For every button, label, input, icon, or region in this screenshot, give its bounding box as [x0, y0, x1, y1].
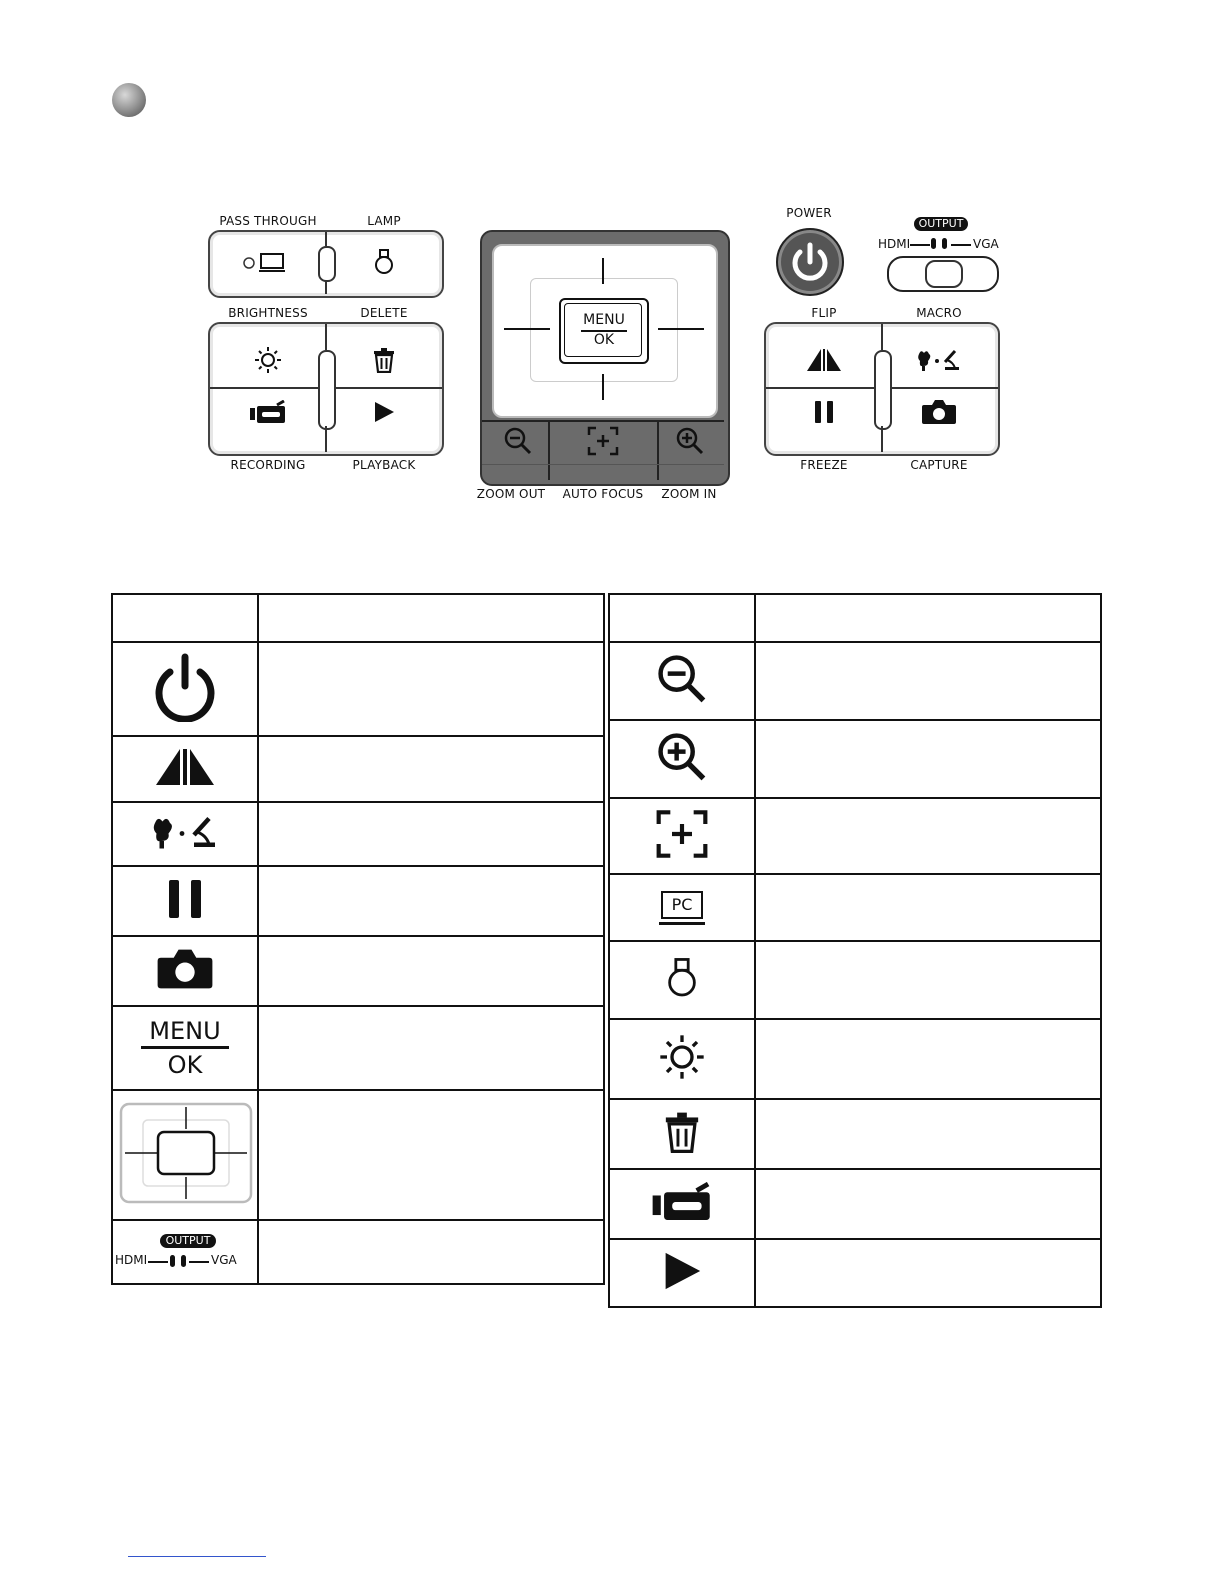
flip-button[interactable]: [806, 348, 842, 376]
playback-label: PLAYBACK: [352, 458, 416, 472]
power-button[interactable]: [776, 228, 844, 296]
table-row: [609, 941, 1101, 1019]
lamp-icon: [373, 248, 395, 276]
freeze-icon: [168, 879, 202, 919]
table-row: [112, 642, 604, 736]
panel-divider-slot: [318, 246, 336, 282]
capture-label: CAPTURE: [910, 458, 968, 472]
power-icon: [778, 230, 842, 294]
output-switch-icon: [115, 1230, 255, 1274]
macro-label: MACRO: [916, 306, 962, 320]
delete-icon: [373, 347, 395, 373]
lamp-label: LAMP: [367, 214, 401, 228]
brightness-button[interactable]: [253, 345, 283, 379]
zoom-out-button[interactable]: [504, 427, 532, 459]
recording-button[interactable]: [249, 400, 287, 428]
table-row: [112, 1220, 604, 1284]
pass-through-button[interactable]: [243, 250, 293, 280]
playback-icon: [662, 1251, 702, 1291]
auto-focus-icon: [654, 809, 710, 859]
capture-icon: [156, 948, 214, 990]
zoom-out-icon: [657, 654, 707, 704]
flip-icon: [155, 748, 215, 786]
table-row: [112, 736, 604, 802]
recording-label: RECORDING: [230, 458, 306, 472]
auto-focus-button[interactable]: [587, 426, 619, 460]
table-row: [112, 936, 604, 1006]
section-bullet: [112, 83, 146, 117]
freeze-button[interactable]: [814, 400, 834, 428]
table-header-row: [609, 594, 1101, 642]
zoom-in-icon: [676, 427, 704, 455]
lamp-icon: [665, 955, 699, 1001]
table-header-row: [112, 594, 604, 642]
power-icon: [152, 652, 218, 722]
menu-text: MENU: [583, 312, 625, 328]
playback-icon: [373, 401, 395, 423]
brightness-icon: [657, 1032, 707, 1082]
macro-button[interactable]: [917, 348, 961, 376]
delete-button[interactable]: [373, 347, 395, 377]
power-label: POWER: [786, 206, 832, 220]
output-badge: OUTPUT: [160, 1234, 216, 1248]
hdmi-label: HDMI: [115, 1253, 148, 1267]
pc-icon: [659, 891, 705, 925]
menu-ok-icon: [141, 1017, 229, 1079]
table-row: [609, 720, 1101, 798]
delete-label: DELETE: [360, 306, 408, 320]
macro-icon: [148, 814, 222, 850]
freeze-icon: [814, 400, 834, 424]
directional-pad-icon: [117, 1102, 253, 1204]
zoom-out-label: ZOOM OUT: [476, 487, 546, 501]
table-row: [112, 1090, 604, 1220]
table-row: [609, 1239, 1101, 1307]
macro-icon: [917, 348, 961, 372]
table-row: [112, 802, 604, 866]
button-table-right: [608, 593, 1102, 1308]
menu-ok-button[interactable]: [559, 298, 649, 364]
table-row: [609, 1169, 1101, 1239]
brightness-icon: [253, 345, 283, 375]
hdmi-label: HDMI: [878, 237, 911, 251]
table-row: [609, 642, 1101, 720]
table-row: [609, 874, 1101, 941]
ok-text: OK: [593, 332, 615, 348]
vga-label: VGA: [211, 1253, 237, 1267]
brightness-label: BRIGHTNESS: [228, 306, 308, 320]
ok-text: OK: [167, 1051, 203, 1079]
capture-icon: [921, 399, 957, 425]
zoom-in-button[interactable]: [676, 427, 704, 459]
playback-button[interactable]: [373, 401, 395, 427]
output-badge: OUTPUT: [914, 217, 968, 231]
freeze-label: FREEZE: [800, 458, 848, 472]
dpad-up[interactable]: [602, 258, 604, 284]
vga-label: VGA: [973, 237, 999, 251]
dpad-down[interactable]: [602, 374, 604, 400]
button-table-left: [111, 593, 605, 1285]
pass-through-icon: [243, 250, 293, 276]
flip-icon: [806, 348, 842, 372]
delete-icon: [664, 1111, 700, 1153]
pass-through-label: PASS THROUGH: [219, 214, 317, 228]
dpad-right[interactable]: [658, 328, 704, 330]
table-row: [112, 1006, 604, 1090]
zoom-out-icon: [504, 427, 532, 455]
output-switch[interactable]: [887, 256, 999, 292]
recording-icon: [651, 1182, 713, 1222]
output-switch-knob[interactable]: [925, 260, 963, 288]
flip-label: FLIP: [811, 306, 837, 320]
lamp-button[interactable]: [373, 248, 395, 280]
menu-text: MENU: [149, 1017, 221, 1045]
pc-text: PC: [661, 891, 703, 919]
recording-icon: [249, 400, 287, 424]
table-row: [609, 1099, 1101, 1169]
zoom-in-label: ZOOM IN: [661, 487, 717, 501]
auto-focus-label: AUTO FOCUS: [562, 487, 644, 501]
zoom-in-icon: [657, 732, 707, 782]
auto-focus-icon: [587, 426, 619, 456]
page-link-underline[interactable]: [128, 1556, 266, 1557]
table-row: [609, 1019, 1101, 1099]
dpad-left[interactable]: [504, 328, 550, 330]
capture-button[interactable]: [921, 399, 957, 429]
table-row: [609, 798, 1101, 874]
table-row: [112, 866, 604, 936]
